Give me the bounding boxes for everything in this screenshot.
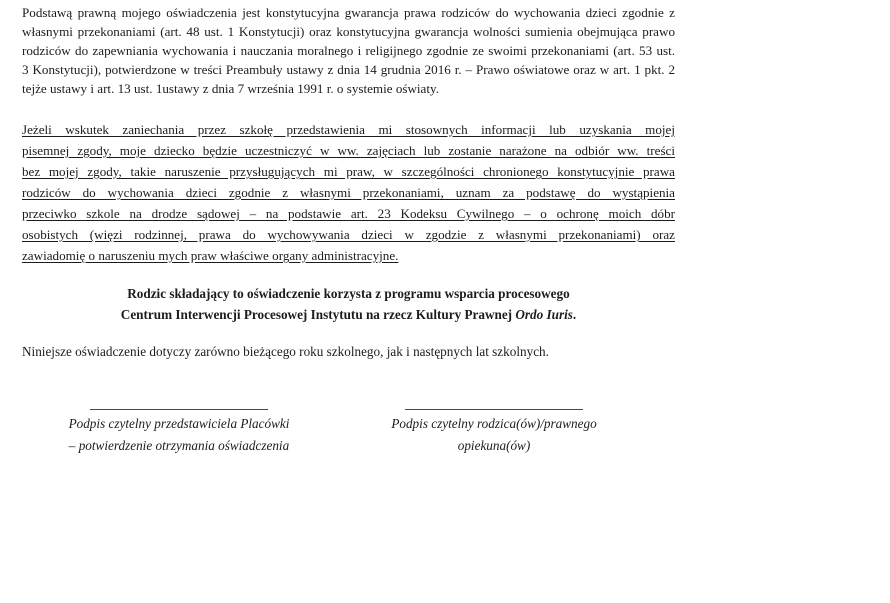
ordo-iuris-name: Ordo Iuris	[515, 307, 573, 322]
support-notice-line2	[22, 304, 675, 325]
paragraph-line-underlined: przeciwko szkole na drodze sądowej – na podstawie art. 23 Kodeksu Cywilnego – o ochronę moich dóbr	[22, 206, 675, 221]
paragraph-line-underlined: osobistych (więzi rodzinnej, prawa do wychowywania dzieci w zgodzie z własnymi przekonaniami) oraz	[22, 227, 675, 242]
support-notice-line2-text: Centrum Interwencji Procesowej Instytutu na rzecz Kultury Prawnej	[120, 307, 516, 322]
paragraph-line-underlined: zawiadomię o naruszeniu mych praw właściwe organy administracyjne.	[22, 248, 399, 263]
legal-basis-paragraph	[22, 3, 675, 98]
support-notice-line1: Rodzic składający to oświadczenie korzysta z programu wsparcia procesowego	[127, 286, 570, 301]
paragraph-line-underlined: bez mojej zgody, takie naruszenie przysługujących mi praw, w szczególności chronionego konstytucyjnie prawa	[22, 164, 675, 179]
document-page	[22, 0, 675, 481]
signature-caption-line: Podpis czytelny rodzica(ów)/prawnego	[391, 416, 597, 431]
signature-block-parent	[374, 409, 614, 457]
support-notice-line2-period: .	[572, 307, 577, 322]
signature-caption-line: Podpis czytelny przedstawiciela Placówki	[68, 416, 290, 431]
signature-line	[90, 409, 268, 410]
signature-section	[22, 409, 675, 481]
signature-block-facility	[59, 409, 299, 457]
validity-note: Niniejsze oświadczenie dotyczy zarówno bieżącego roku szkolnego, jak i następnych lat szkolnych.	[22, 344, 549, 359]
paragraph-line: rodziców do zapewniania wychowania i nauczania moralnego i religijnego zgodnie ze swoimi przekonaniami (art. 53 ust.	[22, 43, 675, 58]
paragraph-line: tejże ustawy i art. 13 ust. 1ustawy z dnia 7 września 1991 r. o systemie oświaty.	[22, 81, 439, 96]
paragraph-line: 3 Konstytucji), potwierdzone w treści Preambuły ustawy z dnia 14 grudnia 2016 r. – Prawo oświatowe oraz w art. 1 pkt. 2	[22, 62, 675, 77]
support-notice	[22, 283, 675, 325]
signature-line	[405, 409, 583, 410]
paragraph-line: własnymi przekonaniami (art. 48 ust. 1 Konstytucji) oraz konstytucyjna gwarancja wolności sumienia obejmująca prawo	[22, 24, 675, 39]
signature-caption-line: opiekuna(ów)	[457, 438, 531, 453]
paragraph-line-underlined: rodziców do wychowania dzieci zgodnie z własnymi przekonaniami, uznam za podstawę do wystąpienia	[22, 185, 675, 200]
paragraph-line-underlined: pisemnej zgody, moje dziecko będzie uczestniczyć w ww. zajęciach lub zostanie narażone na odbiór ww. treści	[22, 143, 675, 158]
signature-caption-line: – potwierdzenie otrzymania oświadczenia	[68, 438, 290, 453]
paragraph-line: Podstawą prawną mojego oświadczenia jest konstytucyjna gwarancja prawa rodziców do wychowania dzieci zgodnie z	[22, 5, 675, 20]
warning-paragraph	[22, 119, 675, 266]
paragraph-line-underlined: Jeżeli wskutek zaniechania przez szkołę przedstawienia mi stosownych informacji lub uzyskania mojej	[22, 122, 675, 137]
